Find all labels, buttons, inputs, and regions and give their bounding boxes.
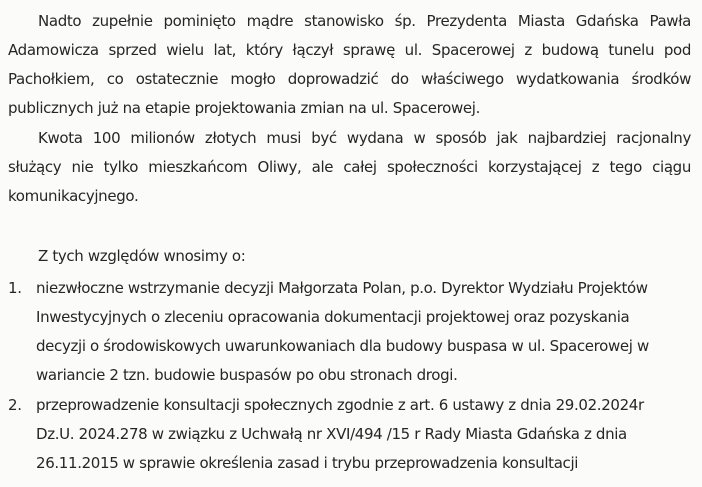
request-2-line-1: przeprowadzenie konsultacji społecznych zgodnie z art. 6 ustawy z dnia 29.02.2024r — [36, 396, 644, 414]
paragraph-1-line-3: Pachołkiem, co ostatecznie mogło doprowadzić do właściwego wydatkowania środków — [8, 70, 691, 88]
paragraph-2-line-2: służący nie tylko mieszkańcom Oliwy, ale całej społeczności korzystającej z tego ciągu — [8, 158, 691, 176]
paragraph-1-line-4: publicznych już na etapie projektowania zmian na ul. Spacerowej. — [8, 99, 481, 117]
request-2-line-3: 26.11.2015 w sprawie określenia zasad i trybu przeprowadzenia konsultacji — [36, 454, 579, 472]
request-1-line-3: decyzji o środowiskowych uwarunkowaniach dla budowy buspasa w ul. Spacerowej w — [36, 337, 649, 355]
request-1-line-4: wariancie 2 tzn. budowie buspasów po obu stronach drogi. — [36, 366, 458, 384]
paragraph-1-line-1: Nadto zupełnie pominięto mądre stanowisko śp. Prezydenta Miasta Gdańska Pawła — [38, 12, 691, 30]
requests-intro: Z tych względów wnosimy o: — [38, 247, 246, 265]
request-number: 2. — [8, 396, 22, 414]
paragraph-2-line-1: Kwota 100 milionów złotych musi być wydana w sposób jak najbardziej racjonalny — [38, 129, 691, 147]
request-number: 1. — [8, 279, 22, 297]
request-1-line-2: Inwestycyjnych o zleceniu opracowania dokumentacji projektowej oraz pozyskania — [36, 308, 630, 326]
paragraph-1-line-2: Adamowicza sprzed wielu lat, który łączył sprawę ul. Spacerowej z budową tunelu pod — [8, 41, 691, 59]
request-2-line-2: Dz.U. 2024.278 w związku z Uchwałą nr XVI/494 /15 r Rady Miasta Gdańska z dnia — [36, 425, 627, 443]
request-1-line-1: niezwłoczne wstrzymanie decyzji Małgorzata Polan, p.o. Dyrektor Wydziału Projektów — [36, 279, 648, 297]
paragraph-2-line-3: komunikacyjnego. — [8, 187, 139, 205]
